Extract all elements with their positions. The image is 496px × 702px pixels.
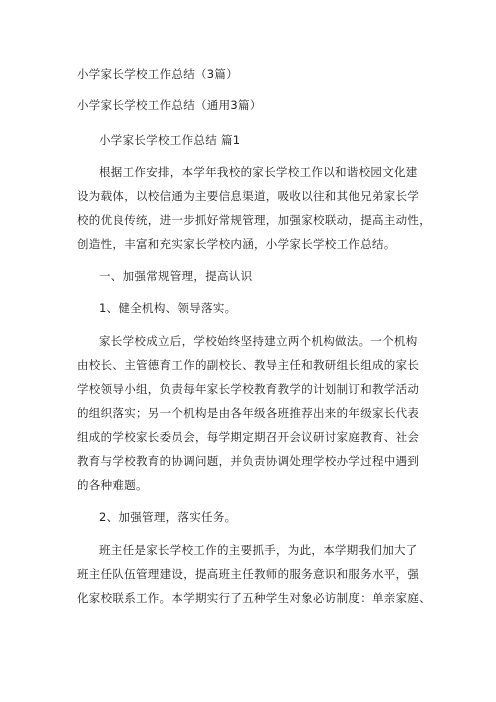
paragraph-1-line: 设为载体，以校信通为主要信息渠道，吸收以往和其他兄弟家长学 <box>77 189 420 203</box>
paragraph-2-line: 学校领导小组，负责每年家长学校教育教学的计划制订和教学活动 <box>77 382 420 396</box>
paragraph-1-line: 创造性，丰富和充实家长学校内涵，小学家长学校工作总结。 <box>77 237 396 251</box>
paragraph-3-line: 班主任队伍管理建设，提高班主任教师的服务意识和服务水平，强 <box>77 567 420 581</box>
paragraph-2-line: 教育与学校教育的协调问题，并负责协调处理学校办学过程中遇到 <box>77 454 420 468</box>
paragraph-3-line: 班主任是家长学校工作的主要抓手，为此，本学期我们加大了 <box>99 543 418 557</box>
section-title: 小学家长学校工作总结 篇1 <box>99 133 241 147</box>
document-subtitle: 小学家长学校工作总结（通用3篇） <box>77 98 262 112</box>
paragraph-3-line: 化家校联系工作。本学期实行了五种学生对象必访制度：单亲家庭、 <box>77 591 431 605</box>
paragraph-1-line: 根据工作安排，本学年我校的家长学校工作以和谐校园文化建 <box>99 165 418 179</box>
paragraph-2-line: 的各种难题。 <box>77 478 148 492</box>
paragraph-2-line: 家长学校成立后，学校始终坚持建立两个机构做法。一个机构 <box>99 334 418 348</box>
heading-1-1: 1、健全机构、领导落实。 <box>99 301 237 315</box>
document-title: 小学家长学校工作总结（3篇） <box>77 67 239 81</box>
heading-1: 一、加强常规管理，提高认识 <box>99 269 253 283</box>
paragraph-2-line: 组成的学校家长委员会，每学期定期召开会议研讨家庭教育、社会 <box>77 430 420 444</box>
paragraph-1-line: 校的优良传统，进一步抓好常规管理，加强家校联动，提高主动性， <box>77 213 431 227</box>
paragraph-2-line: 的组织落实；另一个机构是由各年级各班推荐出来的年级家长代表 <box>77 406 420 420</box>
paragraph-2-line: 由校长、主管德育工作的副校长、教导主任和教研组长组成的家长 <box>77 358 420 372</box>
heading-1-2: 2、加强管理，落实任务。 <box>99 510 237 524</box>
